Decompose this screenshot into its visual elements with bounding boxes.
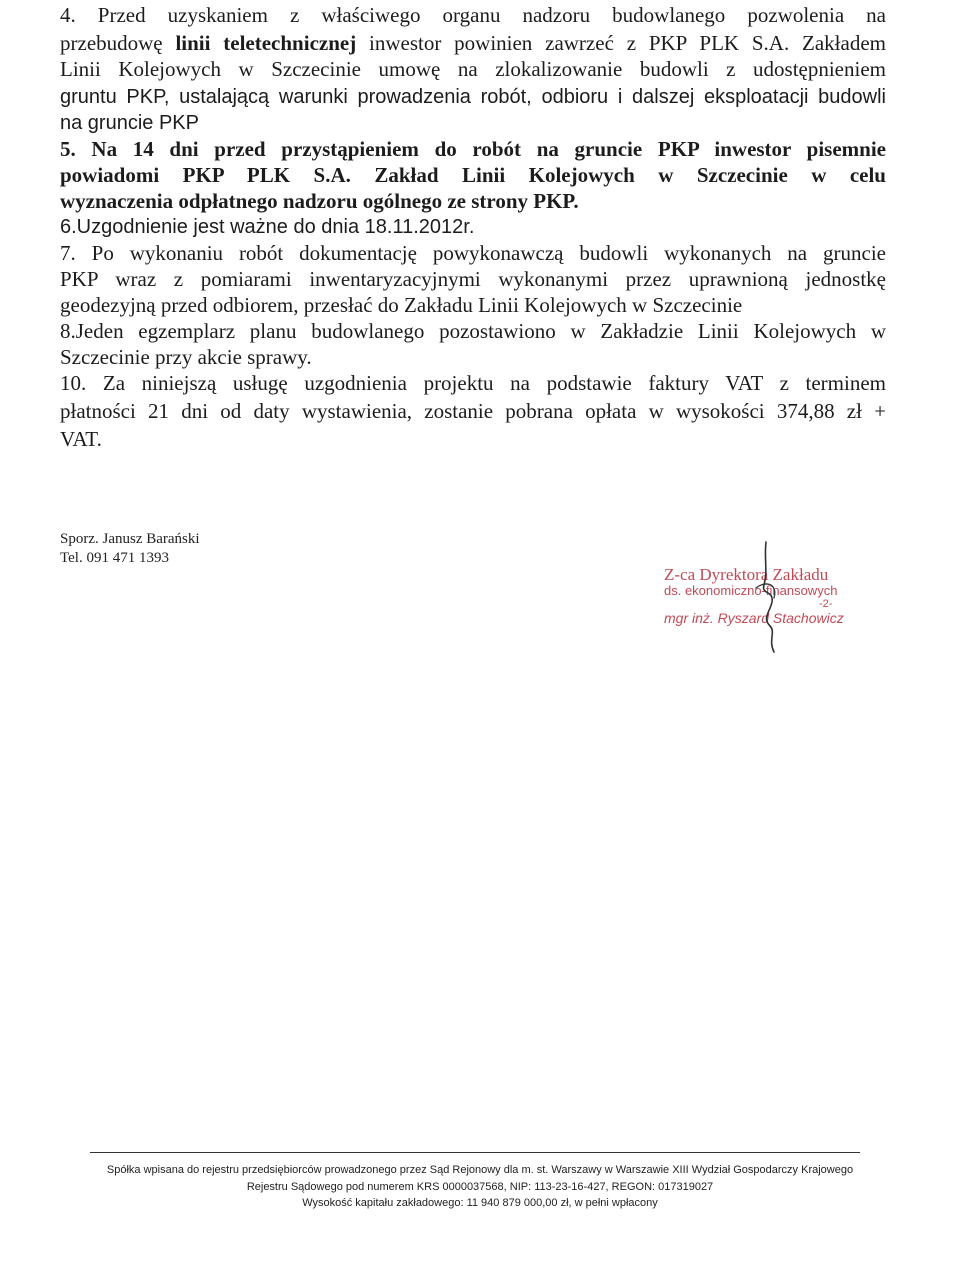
point-4-line-2	[60, 30, 886, 56]
point-4-text-a: przebudowę	[60, 31, 176, 55]
point-10-line-1: 10. Za niniejszą usługę uzgodnienia projektu na podstawie faktury VAT z terminem	[60, 371, 886, 395]
footer-line-2: Rejestru Sądowego pod numerem KRS 0000037568, NIP: 113-23-16-427, REGON: 017319027	[246, 1181, 714, 1193]
point-4-line-5: na gruncie PKP	[60, 112, 199, 134]
handwritten-signature	[744, 540, 814, 660]
point-8-line-1: 8.Jeden egzemplarz planu budowlanego pozostawiono w Zakładzie Linii Kolejowych w	[60, 319, 886, 343]
point-7-line-1: 7. Po wykonaniu robót dokumentację powykonawczą budowli wykonanych na gruncie	[60, 241, 886, 265]
point-4-bold-text: linii teletechnicznej	[175, 31, 357, 55]
point-5-line-3: wyznaczenia odpłatnego nadzoru ogólnego ze strony PKP.	[60, 189, 579, 213]
point-8-line-2: Szczecinie przy akcie sprawy.	[60, 345, 312, 369]
point-6-line: 6.Uzgodnienie jest ważne do dnia 18.11.2012r.	[60, 216, 475, 238]
point-5-line-1: 5. Na 14 dni przed przystąpieniem do robót na gruncie PKP inwestor pisemnie	[60, 137, 886, 161]
stamp-number: -2-	[819, 598, 833, 610]
point-5-line-2: powiadomi PKP PLK S.A. Zakład Linii Kolejowych w Szczecinie w celu	[60, 163, 886, 187]
point-7-line-3: geodezyjną przed odbiorem, przesłać do Zakładu Linii Kolejowych w Szczecinie	[60, 293, 743, 317]
footer-line-1: Spółka wpisana do rejestru przedsiębiorców prowadzonego przez Sąd Rejonowy dla m. st. Warszawy w Warszawie XIII Wydział Gospodarczy Krajowego	[106, 1164, 854, 1176]
prepared-by: Sporz. Janusz Barański	[60, 531, 200, 547]
stamp-name: mgr inż. Ryszard Stachowicz	[664, 610, 844, 626]
footer-line-3: Wysokość kapitału zakładowego: 11 940 879 000,00 zł, w pełni wpłacony	[302, 1197, 658, 1209]
phone-number: Tel. 091 471 1393	[60, 550, 169, 566]
footer-divider	[90, 1152, 860, 1153]
point-7-line-2: PKP wraz z pomiarami inwentaryzacyjnymi wykonanymi przez uprawnioną jednostkę	[60, 267, 886, 291]
stamp-title: Z-ca Dyrektora Zakładu	[664, 565, 829, 584]
stamp-department: ds. ekonomiczno-finansowych	[664, 583, 838, 598]
point-4-line-1: 4. Przed uzyskaniem z właściwego organu nadzoru budowlanego pozwolenia na	[60, 3, 886, 27]
point-4-line-3: Linii Kolejowych w Szczecinie umowę na zlokalizowanie budowli z udostępnieniem	[60, 57, 886, 81]
point-4-text-c: inwestor powinien zawrzeć z PKP PLK S.A. Zakładem	[356, 31, 886, 55]
point-4-line-4: gruntu PKP, ustalającą warunki prowadzenia robót, odbioru i dalszej eksploatacji budowli	[60, 86, 886, 108]
point-10-line-2: płatności 21 dni od daty wystawienia, zostanie pobrana opłata w wysokości 374,88 zł +	[60, 399, 886, 423]
point-10-line-3: VAT.	[60, 427, 102, 451]
